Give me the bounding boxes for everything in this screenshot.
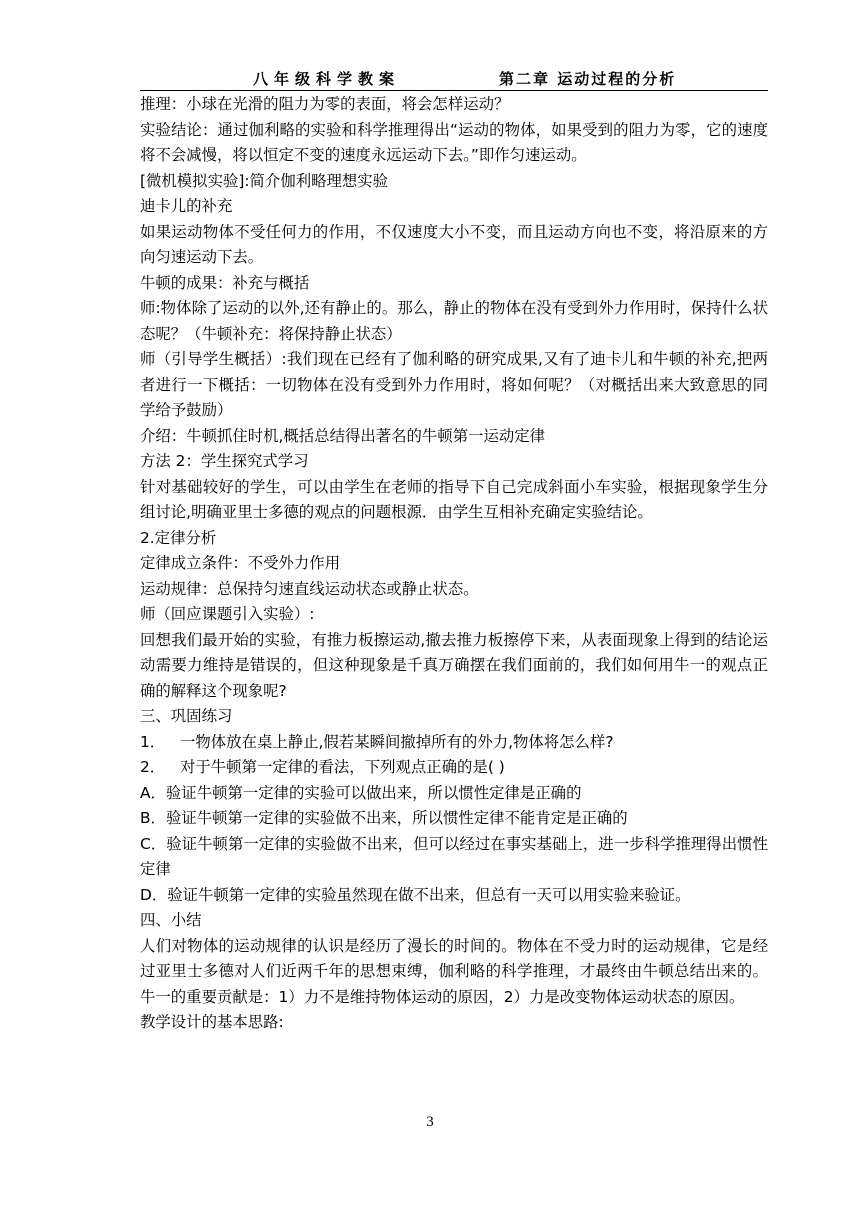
paragraph-reasoning: 推理：小球在光滑的阻力为零的表面，将会怎样运动？ xyxy=(140,95,510,113)
subheading-newton: 牛顿的成果：补充与概括 xyxy=(140,273,310,292)
paragraph-inquiry: 针对基础较好的学生，可以由学生在老师的指导下自己完成斜面小车实验，根据现象学生分组讨论,明确亚里士多德的观点的问题根源．由学生互相补充确定实验结论。 xyxy=(140,477,768,521)
paragraph-descartes-supplement: 如果运动物体不受任何力的作用，不仅速度大小不变，而且运动方向也不变，将沿原来的方向匀速运动下去。 xyxy=(140,222,768,266)
paragraph-law-condition: 定律成立条件：不受外力作用 xyxy=(140,554,341,572)
section-heading-summary: 四、小结 xyxy=(140,911,202,929)
paragraph-design-idea: 教学设计的基本思路: xyxy=(140,1013,284,1031)
paragraph-introduction: 介绍：牛顿抓住时机,概括总结得出著名的牛顿第一运动定律 xyxy=(140,426,546,445)
page-header xyxy=(140,68,768,91)
subheading-descartes: 迪卡儿的补充 xyxy=(140,197,233,215)
page-number: 3 xyxy=(426,1114,434,1130)
paragraph-experiment-conclusion: 实验结论：通过伽利略的实验和科学推理得出“运动的物体，如果受到的阻力为零，它的速度将不会减慢，将以恒定不变的速度永远运动下去。”即作匀速运动。 xyxy=(140,120,768,164)
paragraph-motion-rule: 运动规律：总保持匀速直线运动状态或静止状态。 xyxy=(140,579,479,598)
question-number: 2． xyxy=(140,758,166,776)
subheading-law-analysis: 2.定律分析 xyxy=(140,528,217,547)
option-b: B．验证牛顿第一定律的实验做不出来，所以惯性定律不能肯定是正确的 xyxy=(140,809,628,827)
lesson-content xyxy=(140,92,768,1036)
header-course-title: 八年级科学教案 xyxy=(253,70,401,88)
question-text: 对于牛顿第一定律的看法，下列观点正确的是( ) xyxy=(180,758,505,776)
option-a: A．验证牛顿第一定律的实验可以做出来，所以惯性定律是正确的 xyxy=(140,783,582,802)
option-d: D．验证牛顿第一定律的实验虽然现在做不出来，但总有一天可以用实验来验证。 xyxy=(140,885,691,904)
subheading-method-2: 方法 2：学生探究式学习 xyxy=(140,452,309,470)
question-number: 1． xyxy=(140,732,166,751)
option-c: C．验证牛顿第一定律的实验做不出来，但可以经过在事实基础上，进一步科学推理得出惯性定律 xyxy=(140,834,768,878)
paragraph-teacher-response: 师（回应课题引入实验）: xyxy=(140,605,315,623)
paragraph-teacher-summary: 师（引导学生概括）:我们现在已经有了伽利略的研究成果,又有了迪卡儿和牛顿的补充,把两者进行一下概括：一切物体在没有受到外力作用时，将如何呢？（对概括出来大致意思的同学给予鼓励） xyxy=(140,350,768,419)
question-item xyxy=(140,755,768,781)
paragraph-teacher-question: 师:物体除了运动的以外,还有静止的。那么，静止的物体在没有受到外力作用时，保持什么状态呢？（牛顿补充：将保持静止状态） xyxy=(140,299,768,343)
question-text: 一物体放在桌上静止,假若某瞬间撤掉所有的外力,物体将怎么样? xyxy=(180,732,614,751)
paragraph-recall-experiment: 回想我们最开始的实验，有推力板擦运动,撤去推力板擦停下来，从表面现象上得到的结论运动需要力维持是错误的，但这种现象是千真万确摆在我们面前的，我们如何用牛一的观点正确的解释这个现象呢? xyxy=(140,630,768,700)
header-chapter-title: 第二章 运动过程的分析 xyxy=(499,70,677,88)
paragraph-summary: 人们对物体的运动规律的认识是经历了漫长的时间的。物体在不受力时的运动规律，它是经过亚里士多德对人们近两千年的思想束缚，伽利略的科学推理，才最终由牛顿总结出来的。牛一的重要贡献是：1）力不是维持物体运动的原因，2）力是改变物体运动状态的原因。 xyxy=(140,936,768,1006)
question-item xyxy=(140,730,768,756)
paragraph-simulation: [微机模拟实验]:简介伽利略理想实验 xyxy=(140,171,389,190)
section-heading-practice: 三、巩固练习 xyxy=(140,707,233,725)
